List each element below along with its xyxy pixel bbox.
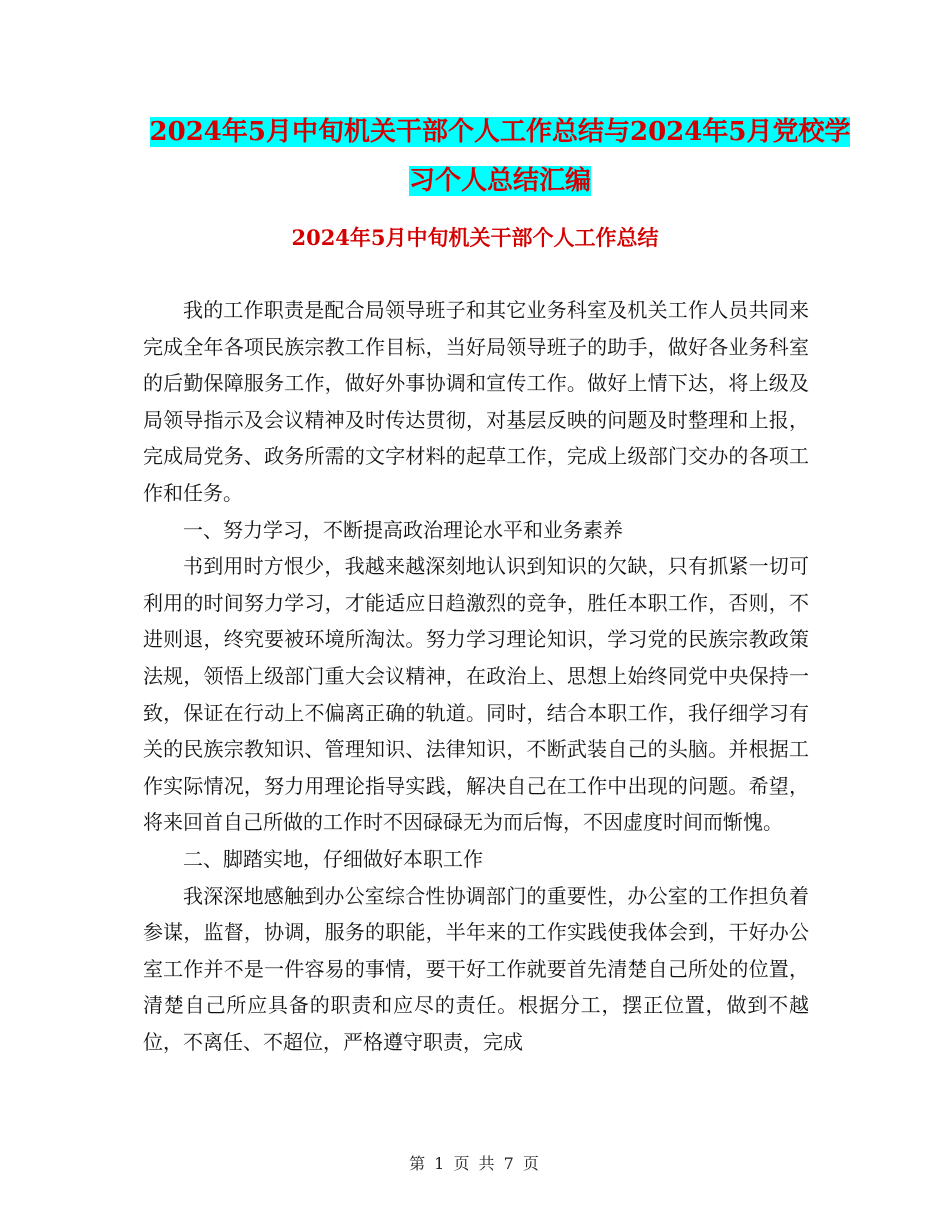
intro-paragraph: 我的工作职责是配合局领导班子和其它业务科室及机关工作人员共同来完成全年各项民族宗教工作目标，当好局领导班子的助手，做好各业务科室的后勤保障服务工作，做好外事协调和宣传工作。做好上情下达，将上级及局领导指示及会议精神及时传达贯彻，对基层反映的问题及时整理和上报，完成局党务、政务所需的文字材料的起草工作，完成上级部门交办的各项工作和任务。 (143, 298, 809, 505)
document-body (143, 292, 809, 1060)
document-title (140, 108, 860, 206)
heading-one: 一、努力学习，不断提高政治理论水平和业务素养 (183, 517, 623, 542)
work-paragraph: 我深深地感触到办公室综合性协调部门的重要性，办公室的工作担负着参谋，监督，协调，服务的职能，半年来的工作实践使我体会到，干好办公室工作并不是一件容易的事情，要干好工作就要首先清楚自己所处的位置，清楚自己所应具备的职责和应尽的责任。根据分工，摆正位置，做到不越位，不离任、不超位，严格遵守职责，完成 (143, 883, 809, 1054)
page-footer: 第 1 页 共 7 页 (409, 1154, 541, 1173)
document-title-text: 2024年5月中旬机关干部个人工作总结与2024年5月党校学习个人总结汇编 (149, 117, 851, 196)
heading-two: 二、脚踏实地，仔细做好本职工作 (183, 846, 483, 871)
section-title: 2024年5月中旬机关干部个人工作总结 (291, 225, 659, 250)
study-paragraph: 书到用时方恨少，我越来越深刻地认识到知识的欠缺，只有抓紧一切可利用的时间努力学习，才能适应日趋激烈的竞争，胜任本职工作，否则，不进则退，终究要被环境所淘汰。努力学习理论知识，学习党的民族宗教政策法规，领悟上级部门重大会议精神，在政治上、思想上始终同党中央保持一致，保证在行动上不偏离正确的轨道。同时，结合本职工作，我仔细学习有关的民族宗教知识、管理知识、法律知识，不断武装自己的头脑。并根据工作实际情况，努力用理论指导实践，解决自己在工作中出现的问题。希望，将来回首自己所做的工作时不因碌碌无为而后悔，不因虚度时间而惭愧。 (143, 554, 809, 835)
